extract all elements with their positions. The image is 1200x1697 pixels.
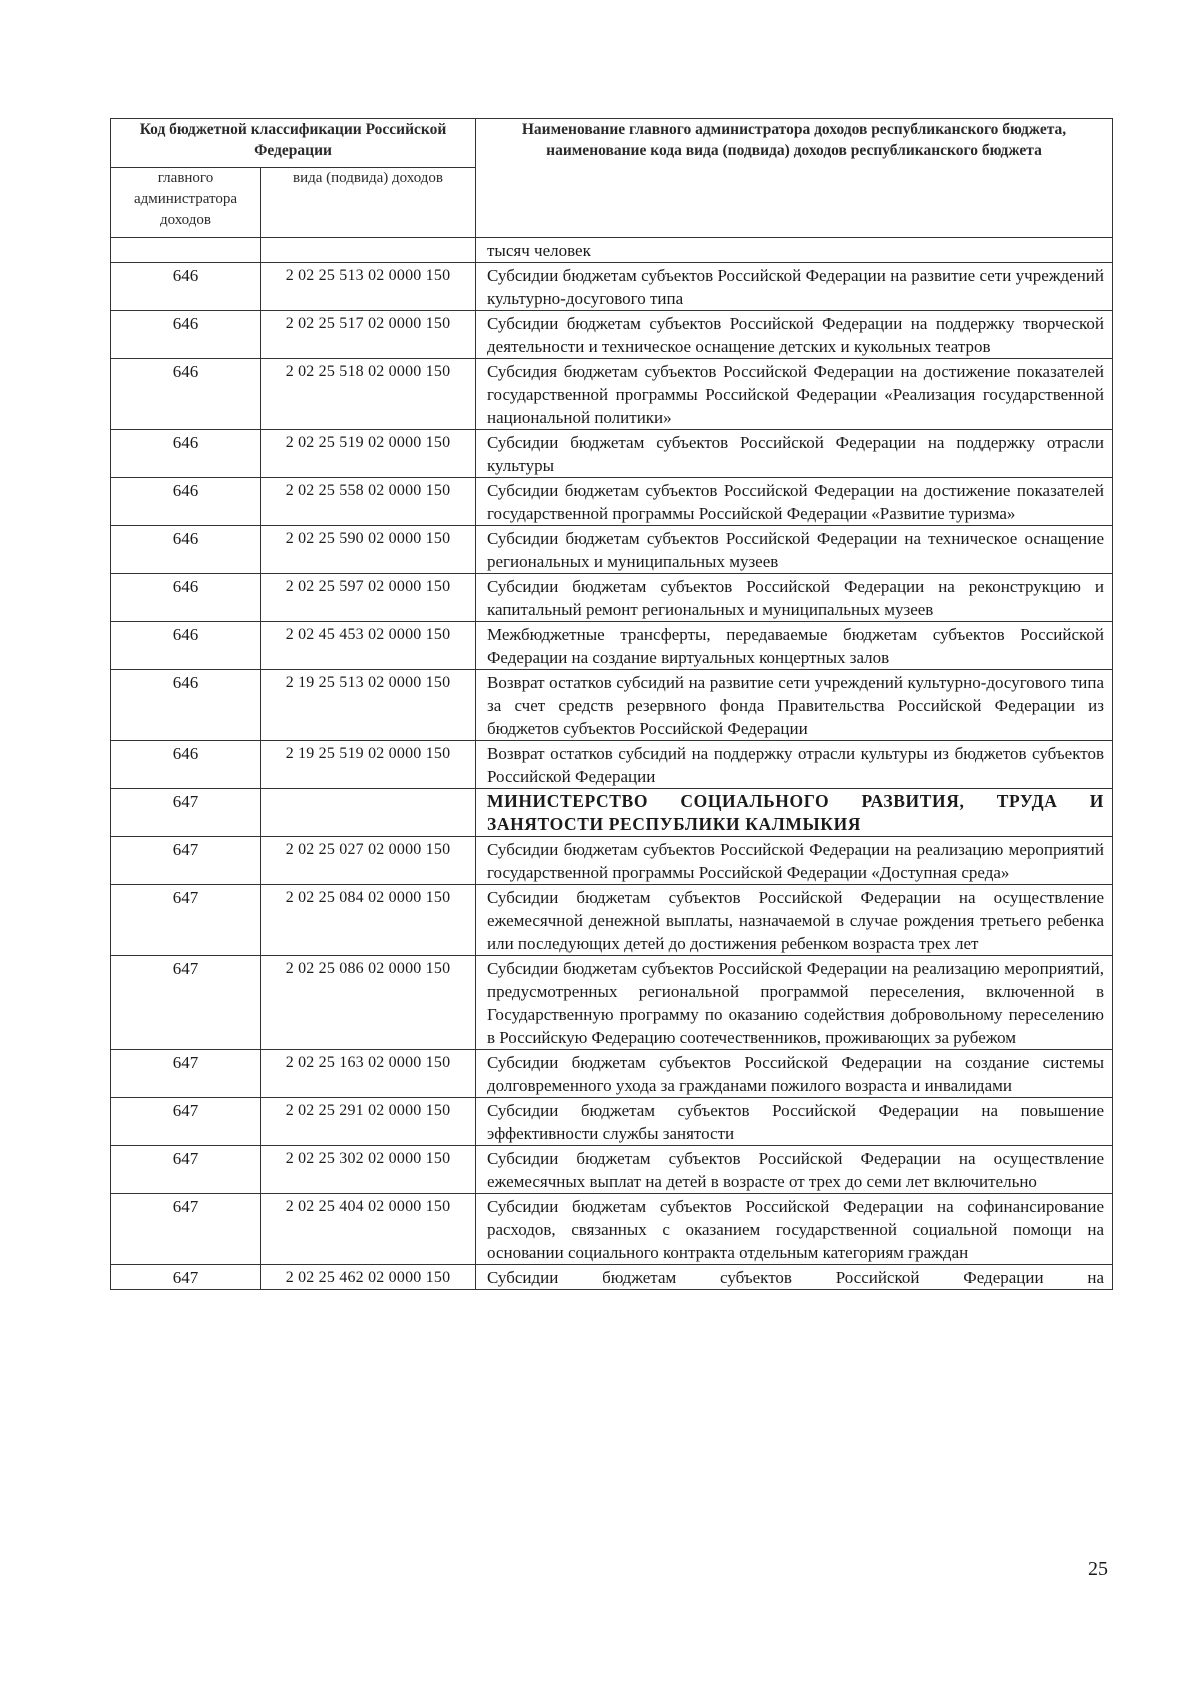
revenue-code-cell: 2 19 25 513 02 0000 150 [261,670,476,741]
table-row [111,741,1113,789]
description-cell: Возврат остатков субсидий на развитие сети учреждений культурно-досугового типа за счет средств резервного фонда Правительства Российской Федерации из бюджетов субъектов Российской Федерации [476,670,1113,741]
admin-code-cell: 646 [111,430,261,478]
admin-code-cell: 646 [111,311,261,359]
revenue-code-cell: 2 02 25 404 02 0000 150 [261,1194,476,1265]
admin-code-cell [111,238,261,263]
table-row [111,789,1113,837]
revenue-code-cell: 2 02 25 518 02 0000 150 [261,359,476,430]
table-row [111,526,1113,574]
table-row [111,1050,1113,1098]
table-row [111,837,1113,885]
header-name-column: Наименование главного администратора доходов республиканского бюджета, наименование кода вида (подвида) доходов республиканского бюджета [476,119,1113,238]
revenue-code-cell: 2 02 25 590 02 0000 150 [261,526,476,574]
admin-code-cell: 647 [111,789,261,837]
revenue-code-cell: 2 02 25 084 02 0000 150 [261,885,476,956]
revenue-code-cell: 2 02 25 086 02 0000 150 [261,956,476,1050]
revenue-code-cell [261,789,476,837]
description-cell: Субсидии бюджетам субъектов Российской Федерации на повышение эффективности службы занятости [476,1098,1113,1146]
table-row [111,359,1113,430]
description-cell: Субсидии бюджетам субъектов Российской Федерации на софинансирование расходов, связанных с оказанием государственной социальной помощи на основании социального контракта отдельным категориям граждан [476,1194,1113,1265]
table-body [111,238,1113,1290]
description-cell: Субсидии бюджетам субъектов Российской Федерации на техническое оснащение региональных и муниципальных музеев [476,526,1113,574]
description-cell: МИНИСТЕРСТВО СОЦИАЛЬНОГО РАЗВИТИЯ, ТРУДА И ЗАНЯТОСТИ РЕСПУБЛИКИ КАЛМЫКИЯ [476,789,1113,837]
admin-code-cell: 647 [111,956,261,1050]
description-cell: Субсидии бюджетам субъектов Российской Федерации на реализацию мероприятий, предусмотренных региональной программой переселения, включенной в Государственную программу по оказанию содействия добровольному переселению в Российскую Федерацию соотечественников, проживающих за рубежом [476,956,1113,1050]
table-row [111,478,1113,526]
revenue-code-cell: 2 02 25 027 02 0000 150 [261,837,476,885]
revenue-code-cell: 2 02 25 291 02 0000 150 [261,1098,476,1146]
admin-code-cell: 646 [111,526,261,574]
budget-classification-table [110,118,1113,1290]
table-row [111,956,1113,1050]
description-cell: Субсидии бюджетам субъектов Российской Федерации на осуществление ежемесячной денежной выплаты, назначаемой в случае рождения третьего ребенка или последующих детей до достижения ребенком возраста трех лет [476,885,1113,956]
revenue-code-cell: 2 19 25 519 02 0000 150 [261,741,476,789]
admin-code-cell: 646 [111,263,261,311]
description-cell: тысяч человек [476,238,1113,263]
description-cell: Межбюджетные трансферты, передаваемые бюджетам субъектов Российской Федерации на создание виртуальных концертных залов [476,622,1113,670]
header-code-column: вида (подвида) доходов [261,168,476,238]
description-cell: Субсидии бюджетам субъектов Российской Федерации на реализацию мероприятий государственной программы Российской Федерации «Доступная среда» [476,837,1113,885]
revenue-code-cell: 2 02 25 513 02 0000 150 [261,263,476,311]
admin-code-cell: 647 [111,885,261,956]
revenue-code-cell: 2 02 25 517 02 0000 150 [261,311,476,359]
page-number: 25 [1088,1558,1108,1580]
revenue-code-cell: 2 02 25 558 02 0000 150 [261,478,476,526]
revenue-code-cell: 2 02 25 302 02 0000 150 [261,1146,476,1194]
table-row [111,263,1113,311]
revenue-code-cell: 2 02 25 462 02 0000 150 [261,1265,476,1290]
table-row [111,238,1113,263]
revenue-code-cell [261,238,476,263]
header-admin-column: главного администратора доходов [111,168,261,238]
admin-code-cell: 646 [111,741,261,789]
revenue-code-cell: 2 02 45 453 02 0000 150 [261,622,476,670]
admin-code-cell: 647 [111,1098,261,1146]
table-row [111,574,1113,622]
table-row [111,430,1113,478]
admin-code-cell: 646 [111,622,261,670]
description-cell: Субсидии бюджетам субъектов Российской Федерации на поддержку отрасли культуры [476,430,1113,478]
admin-code-cell: 647 [111,1050,261,1098]
description-cell: Субсидия бюджетам субъектов Российской Федерации на достижение показателей государственной программы Российской Федерации «Реализация государственной национальной политики» [476,359,1113,430]
table-row [111,1146,1113,1194]
table-row [111,622,1113,670]
description-cell: Возврат остатков субсидий на поддержку отрасли культуры из бюджетов субъектов Российской Федерации [476,741,1113,789]
admin-code-cell: 647 [111,1265,261,1290]
admin-code-cell: 647 [111,1146,261,1194]
description-cell: Субсидии бюджетам субъектов Российской Федерации на развитие сети учреждений культурно-досугового типа [476,263,1113,311]
table-row [111,311,1113,359]
admin-code-cell: 646 [111,478,261,526]
description-cell: Субсидии бюджетам субъектов Российской Федерации на реконструкцию и капитальный ремонт региональных и муниципальных музеев [476,574,1113,622]
admin-code-cell: 647 [111,837,261,885]
description-cell: Субсидии бюджетам субъектов Российской Федерации на достижение показателей государственной программы Российской Федерации «Развитие туризма» [476,478,1113,526]
admin-code-cell: 646 [111,670,261,741]
table-row [111,1194,1113,1265]
table-row [111,670,1113,741]
description-cell: Субсидии бюджетам субъектов Российской Федерации на осуществление ежемесячных выплат на детей в возрасте от трех до семи лет включительно [476,1146,1113,1194]
revenue-code-cell: 2 02 25 597 02 0000 150 [261,574,476,622]
table-row [111,1265,1113,1290]
table-row [111,1098,1113,1146]
admin-code-cell: 647 [111,1194,261,1265]
admin-code-cell: 646 [111,359,261,430]
revenue-code-cell: 2 02 25 163 02 0000 150 [261,1050,476,1098]
table-row [111,885,1113,956]
admin-code-cell: 646 [111,574,261,622]
description-cell: Субсидии бюджетам субъектов Российской Федерации на [476,1265,1113,1290]
header-budget-classification-code: Код бюджетной классификации Российской Федерации [111,119,476,168]
revenue-code-cell: 2 02 25 519 02 0000 150 [261,430,476,478]
description-cell: Субсидии бюджетам субъектов Российской Федерации на создание системы долговременного ухода за гражданами пожилого возраста и инвалидами [476,1050,1113,1098]
description-cell: Субсидии бюджетам субъектов Российской Федерации на поддержку творческой деятельности и техническое оснащение детских и кукольных театров [476,311,1113,359]
